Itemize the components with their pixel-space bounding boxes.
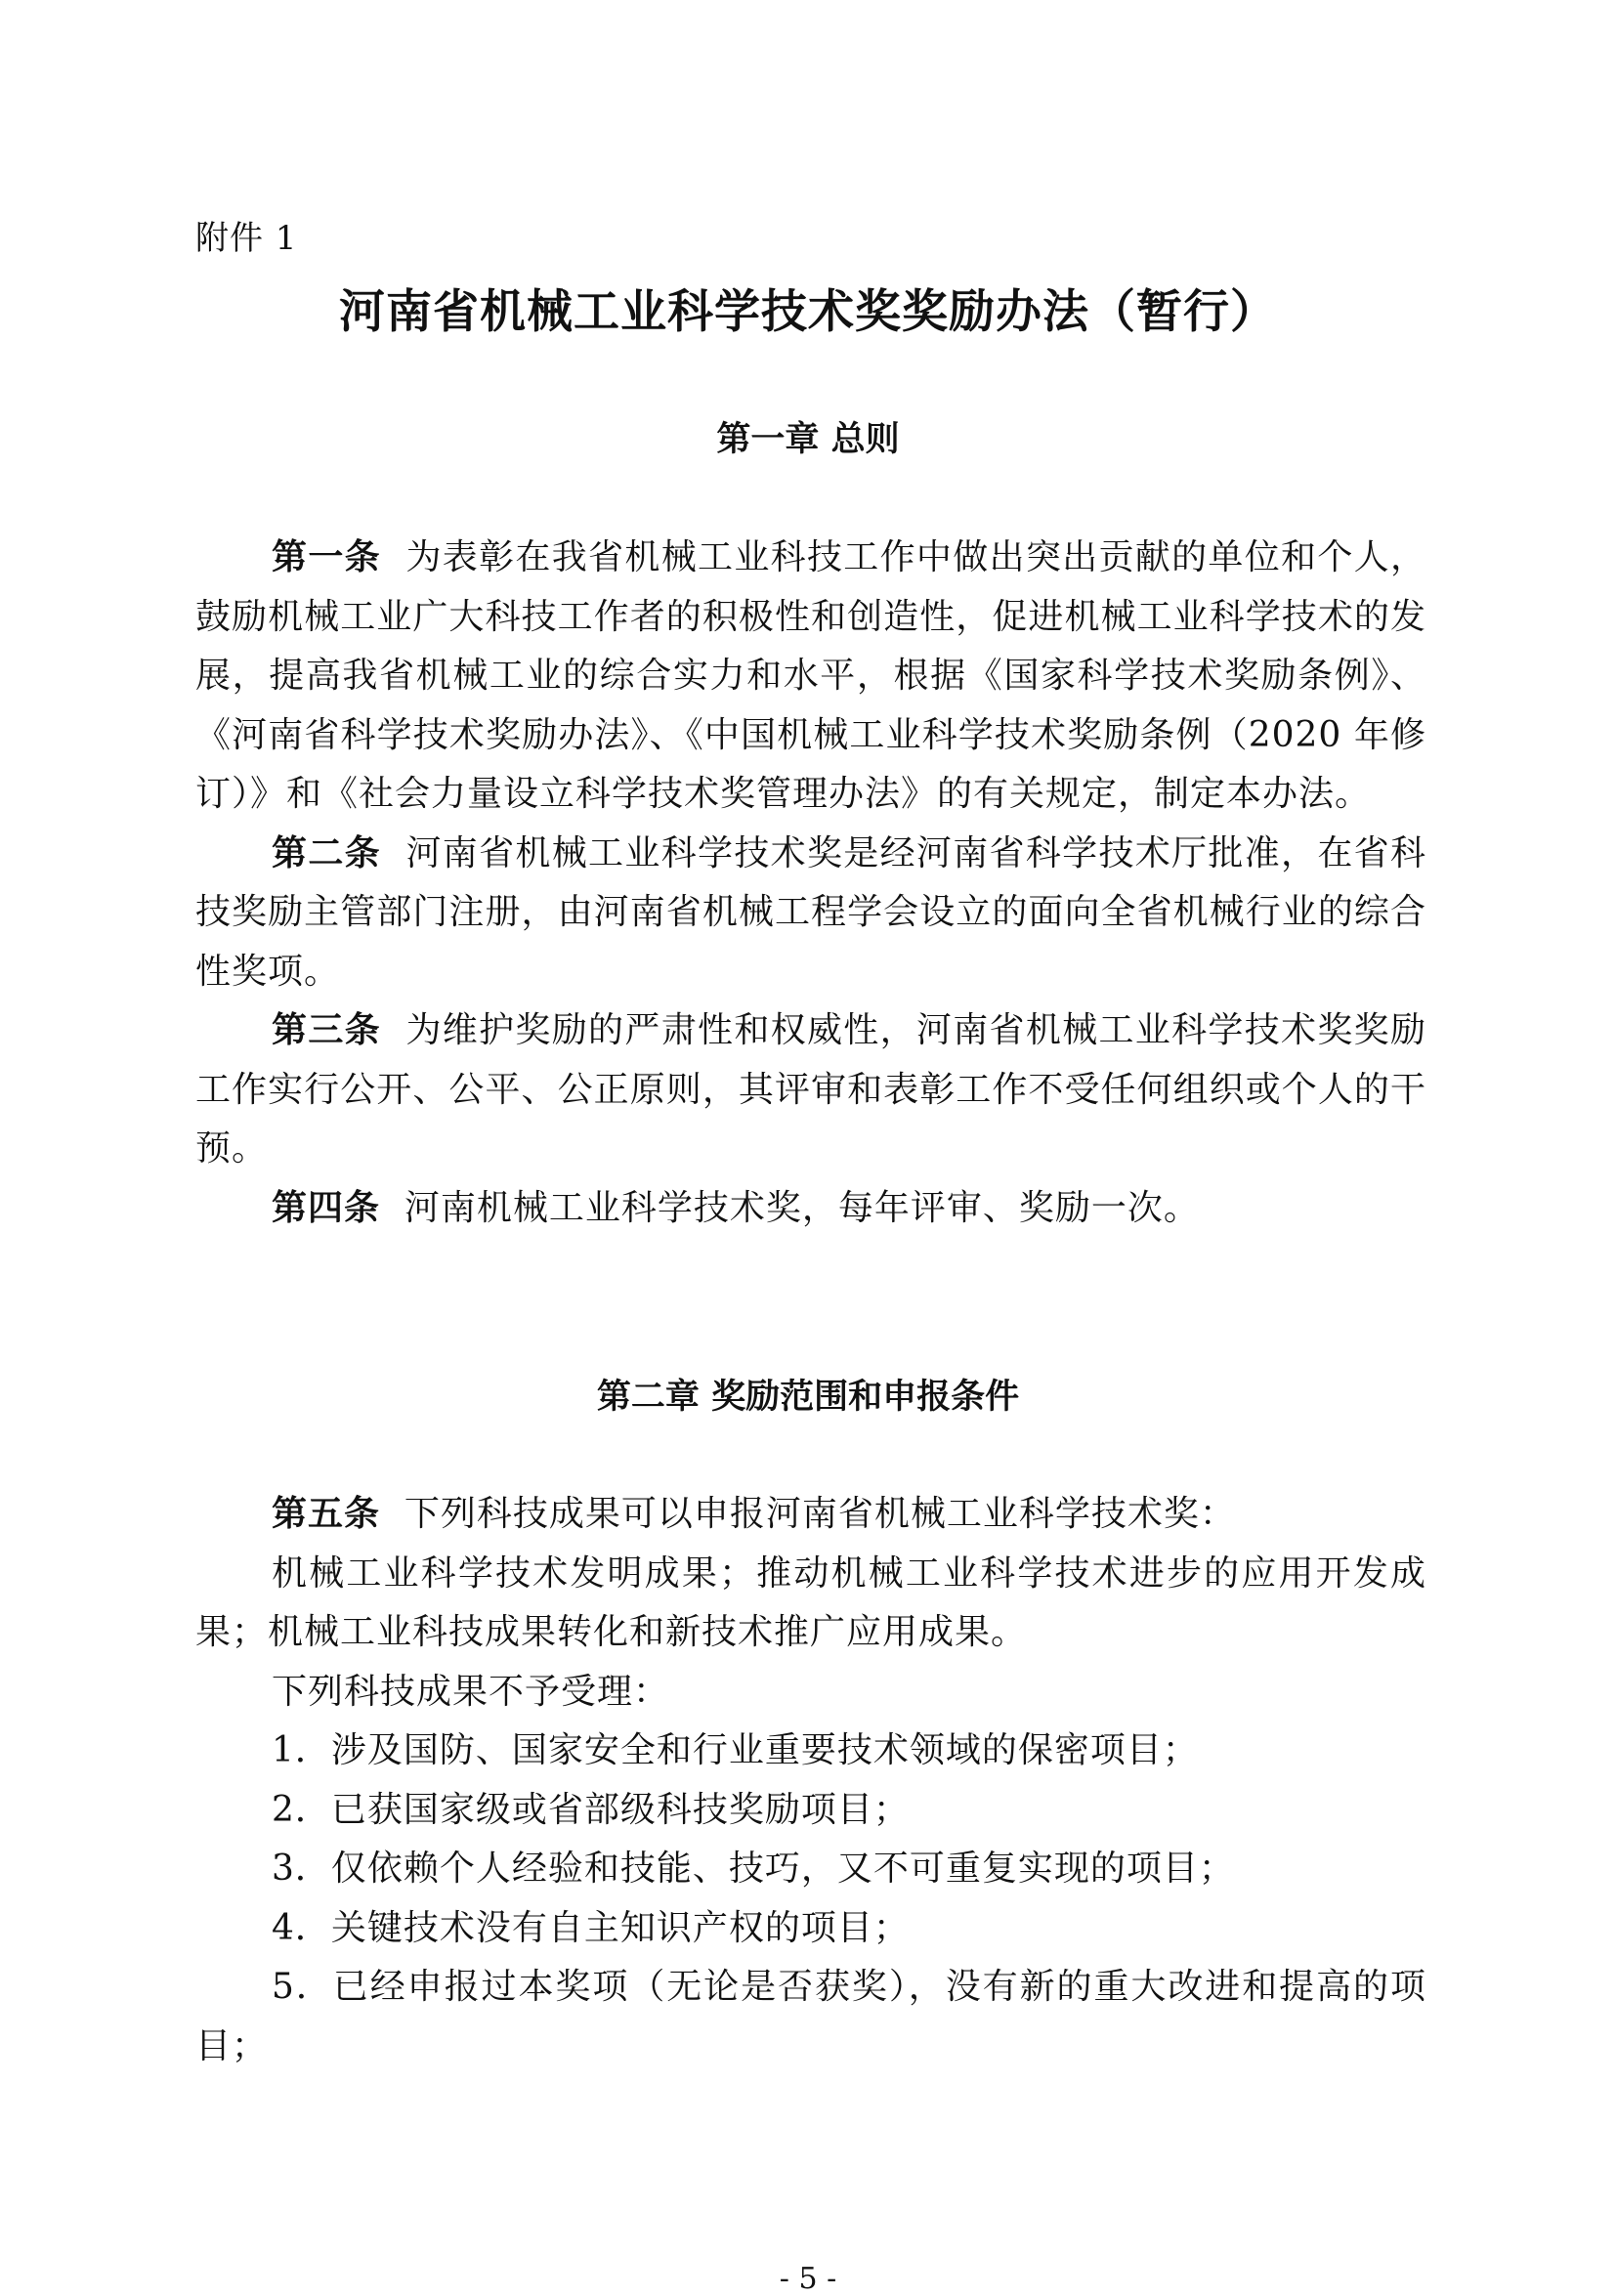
article-text: 为表彰在我省机械工业科技工作中做出突出贡献的单位和个人，鼓励机械工业广大科技工作者的积极性和创造性，促进机械工业科学技术的发展，提高我省机械工业的综合实力和水平，根据《国家科学技术奖励条例》、《河南省科学技术奖励办法》、《中国机械工业科学技术奖励条例（2020 年修订）》和《社会力量设立科学技术奖管理办法》的有关规定，制定本办法。: [195, 537, 1426, 814]
excluded-intro: 下列科技成果不予受理：: [272, 1671, 670, 1712]
article-2: [195, 825, 1426, 1002]
article-text: 河南机械工业科学技术奖，每年评审、奖励一次。: [404, 1187, 1200, 1228]
chapter-heading-1: 第一章 总则: [716, 420, 900, 459]
article-4: [195, 1179, 1426, 1239]
article-1: [195, 529, 1426, 825]
article-5: [195, 1485, 1426, 1545]
exclusion-item: 2．已获国家级或省部级科技奖励项目；: [272, 1789, 910, 1830]
scope-paragraph: 机械工业科学技术发明成果；推动机械工业科学技术进步的应用开发成果；机械工业科技成果转化和新技术推广应用成果。: [195, 1552, 1426, 1652]
document-title: 河南省机械工业科学技术奖奖励办法（暂行）: [339, 285, 1277, 339]
article-text: 下列科技成果可以申报河南省机械工业科学技术奖：: [404, 1494, 1236, 1534]
attachment-label: 附件 1: [195, 219, 298, 258]
article-label: 第五条: [272, 1494, 381, 1534]
article-label: 第四条: [272, 1187, 381, 1228]
chapter-2-body: [195, 1485, 1426, 2076]
exclusion-item: 5．已经申报过本奖项（无论是否获奖），没有新的重大改进和提高的项目；: [195, 1967, 1426, 2066]
exclusion-item: 1．涉及国防、国家安全和行业重要技术领域的保密项目；: [272, 1730, 1199, 1770]
article-label: 第二条: [272, 832, 381, 873]
chapter-1-body: [195, 529, 1426, 1238]
chapter-heading-2: 第二章 奖励范围和申报条件: [596, 1378, 1020, 1417]
article-text: 为维护奖励的严肃性和权威性，河南省机械工业科学技术奖奖励工作实行公开、公平、公正原则，其评审和表彰工作不受任何组织或个人的干预。: [195, 1010, 1426, 1169]
article-label: 第一条: [272, 537, 381, 577]
page-number: - 5 -: [779, 2262, 837, 2296]
exclusion-item: 4．关键技术没有自主知识产权的项目；: [272, 1907, 910, 1948]
exclusion-item: 3．仅依赖个人经验和技能、技巧，又不可重复实现的项目；: [272, 1849, 1235, 1889]
article-text: 河南省机械工业科学技术奖是经河南省科学技术厅批准，在省科技奖励主管部门注册，由河南省机械工程学会设立的面向全省机械行业的综合性奖项。: [195, 832, 1426, 992]
article-label: 第三条: [272, 1010, 381, 1050]
article-3: [195, 1001, 1426, 1179]
